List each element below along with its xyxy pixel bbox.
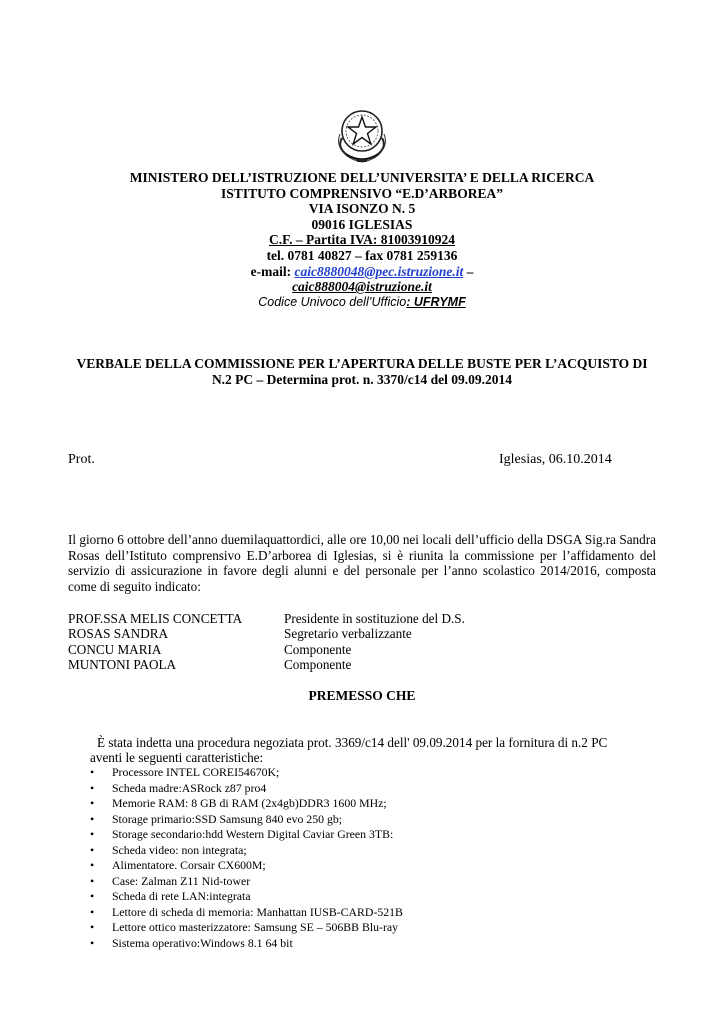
member-name: ROSAS SANDRA xyxy=(68,626,169,642)
bullet-icon: • xyxy=(90,842,95,857)
bullet-icon: • xyxy=(90,765,95,779)
pc-specifications-list xyxy=(90,765,403,951)
title-line-1: VERBALE DELLA COMMISSIONE PER L’APERTURA DELLE BUSTE PER L’ACQUISTO DI xyxy=(76,356,648,371)
member-row xyxy=(68,611,465,626)
spec-text: Sistema operativo:Windows 8.1 64 bit xyxy=(112,935,293,950)
spec-text: Scheda madre:ASRock z87 pro4 xyxy=(112,780,267,795)
tax-code: C.F. – Partita IVA: 81003910924 xyxy=(269,232,455,248)
letterhead xyxy=(0,170,724,310)
bullet-icon: • xyxy=(90,827,95,841)
spec-text: Lettore di scheda di memoria: Manhattan IUSB-CARD-521B xyxy=(112,904,403,919)
bullet-icon: • xyxy=(90,780,95,795)
section-heading: PREMESSO CHE xyxy=(308,688,416,703)
member-row xyxy=(68,626,465,641)
email-label: e-mail: xyxy=(250,263,295,279)
title-line-2: N.2 PC – Determina prot. n. 3370/c14 del 09.09.2014 xyxy=(211,371,513,387)
intro-line-2: aventi le seguenti caratteristiche: xyxy=(90,750,264,766)
school-city: 09016 IGLESIAS xyxy=(311,216,413,232)
list-item xyxy=(90,796,403,812)
office-code-label: Codice Univoco dell’Ufficio xyxy=(258,294,407,309)
email-row xyxy=(0,264,724,280)
list-item xyxy=(90,812,403,828)
bullet-icon: • xyxy=(90,858,95,872)
list-item xyxy=(90,827,403,843)
list-item xyxy=(90,920,403,936)
opening-paragraph: Il giorno 6 ottobre dell’anno duemilaquattordici, alle ore 10,00 nei locali dell’ufficio della DSGA Sig.ra Sandra Rosas dell’Istituto comprensivo E.D’arborea di Iglesias, si è riunita la commissione per l’affidamento del servizio di assicurazione in favore degli alunni e del personale per l’anno scolastico 2014/2016, composta come di seguito indicato: xyxy=(68,532,656,594)
member-role: Segretario verbalizzante xyxy=(284,626,412,642)
list-item xyxy=(90,858,403,874)
spec-text: Storage primario:SSD Samsung 840 evo 250 gb; xyxy=(112,811,343,826)
email-separator: – xyxy=(463,263,474,279)
list-item xyxy=(90,765,403,781)
document-title xyxy=(60,356,664,387)
place-date: Iglesias, 06.10.2014 xyxy=(499,452,612,467)
pec-email-link[interactable]: caic8880048@pec.istruzione.it xyxy=(294,263,464,279)
school-name: ISTITUTO COMPRENSIVO “E.D’ARBOREA” xyxy=(221,185,503,201)
list-item xyxy=(90,843,403,859)
bullet-icon: • xyxy=(90,904,95,919)
intro-line-1: È stata indetta una procedura negoziata prot. 3369/c14 dell' 09.09.2014 per la fornitura di n.2 PC xyxy=(97,735,608,750)
protocol-label: Prot. xyxy=(68,452,95,467)
member-row xyxy=(68,642,465,657)
bullet-icon: • xyxy=(90,920,95,934)
spec-text: Case: Zalman Z11 Nid-tower xyxy=(112,873,251,888)
office-code-value: : UFRYMF xyxy=(406,294,466,309)
member-name: MUNTONI PAOLA xyxy=(68,657,177,673)
spec-text: Storage secondario:hdd Western Digital Caviar Green 3TB: xyxy=(112,827,394,841)
phone-fax: tel. 0781 40827 – fax 0781 259136 xyxy=(266,247,458,263)
procedure-intro xyxy=(90,735,650,766)
list-item xyxy=(90,905,403,921)
member-row xyxy=(68,657,465,672)
spec-text: Memorie RAM: 8 GB di RAM (2x4gb)DDR3 1600 MHz; xyxy=(112,796,387,810)
school-address: VIA ISONZO N. 5 xyxy=(308,201,416,217)
spec-text: Lettore ottico masterizzatore: Samsung SE – 506BB Blu-ray xyxy=(112,920,399,934)
bullet-icon: • xyxy=(90,889,95,903)
list-item xyxy=(90,874,403,890)
commission-members xyxy=(68,611,465,673)
list-item xyxy=(90,781,403,797)
member-role: Presidente in sostituzione del D.S. xyxy=(284,611,465,626)
italian-republic-emblem-icon xyxy=(330,104,394,166)
spec-text: Scheda video: non integrata; xyxy=(112,842,247,857)
list-item xyxy=(90,889,403,905)
office-code xyxy=(0,295,724,311)
member-name: PROF.SSA MELIS CONCETTA xyxy=(68,611,243,626)
member-name: CONCU MARIA xyxy=(68,641,162,657)
bullet-icon: • xyxy=(90,811,95,826)
spec-text: Alimentatore. Corsair CX600M; xyxy=(112,858,266,872)
bullet-icon: • xyxy=(90,796,95,810)
list-item xyxy=(90,936,403,952)
bullet-icon: • xyxy=(90,935,95,950)
member-role: Componente xyxy=(284,657,352,673)
spec-text: Scheda di rete LAN:integrata xyxy=(112,889,251,903)
member-role: Componente xyxy=(284,641,352,657)
school-email-link[interactable]: caic888004@istruzione.it xyxy=(292,279,432,295)
ministry-name: MINISTERO DELL’ISTRUZIONE DELL’UNIVERSITA’ E DELLA RICERCA xyxy=(129,170,595,185)
bullet-icon: • xyxy=(90,873,95,888)
spec-text: Processore INTEL COREI54670K; xyxy=(112,765,280,779)
